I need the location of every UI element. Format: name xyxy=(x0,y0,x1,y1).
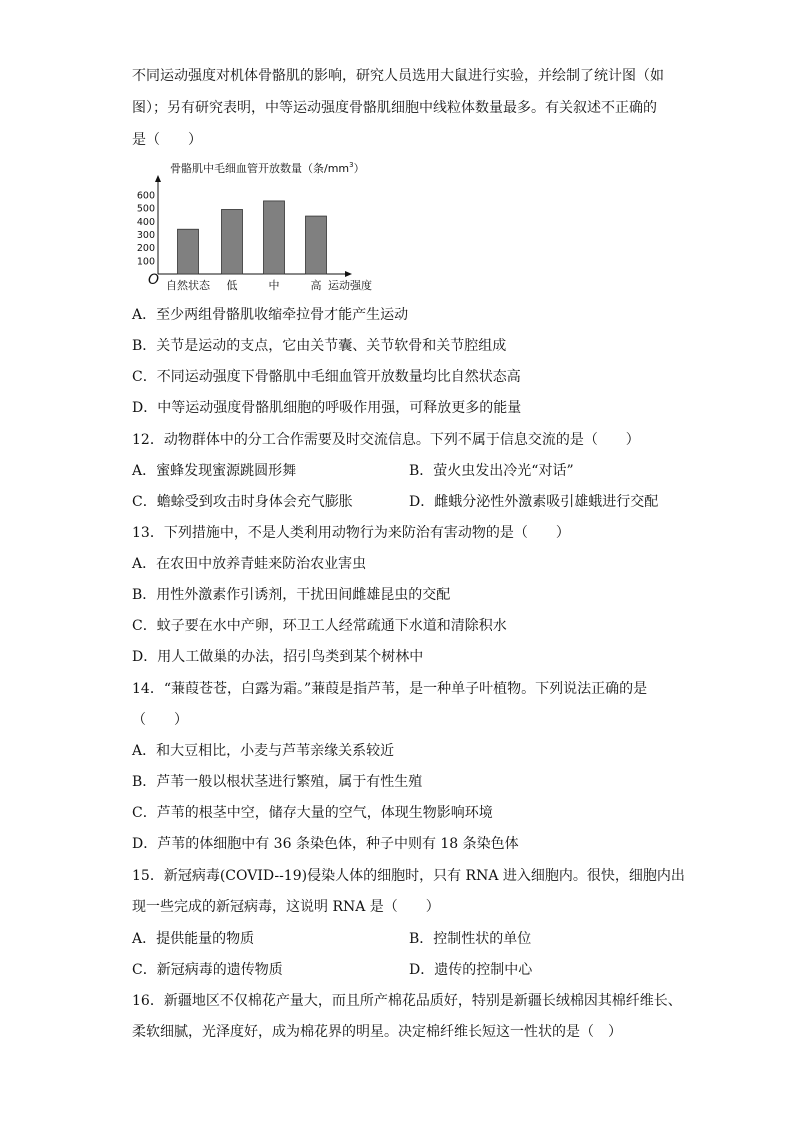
q11-option-c[interactable]: C．不同运动强度下骨骼肌中毛细血管开放数量均比自然状态高 xyxy=(132,369,521,385)
q13-option-d[interactable]: D．用人工做巢的办法，招引鸟类到某个树林中 xyxy=(132,649,424,665)
q14-option-c[interactable]: C．芦苇的根茎中空，储存大量的空气，体现生物影响环境 xyxy=(132,805,493,821)
q16-stem-line-2: 柔软细腻，光泽度好，成为棉花界的明星。决定棉纤维长短这一性状的是（ ） xyxy=(132,1024,622,1040)
y-tick-label: 600 xyxy=(136,190,155,202)
q11-option-d[interactable]: D．中等运动强度骨骼肌细胞的呼吸作用强，可释放更多的能量 xyxy=(132,400,522,416)
y-tick-label: 100 xyxy=(136,256,155,268)
y-tick-label: 400 xyxy=(136,216,155,228)
x-category-label: 低 xyxy=(226,279,238,292)
x-category-label: 自然状态 xyxy=(166,279,210,292)
q15-stem-line-2: 现一些完成的新冠病毒，这说明 RNA 是（ ） xyxy=(132,899,440,915)
q12-option-a[interactable]: A．蜜蜂发现蜜源跳圆形舞 xyxy=(132,463,297,479)
q13-stem: 13．下列措施中，不是人类利用动物行为来防治有害动物的是（ ） xyxy=(132,525,570,541)
q13-option-c[interactable]: C．蚊子要在水中产卵，环卫工人经常疏通下水道和清除积水 xyxy=(132,618,507,634)
origin-label: O xyxy=(148,272,160,288)
y-tick-label: 300 xyxy=(136,230,155,241)
q15-option-d[interactable]: D．遗传的控制中心 xyxy=(409,962,533,978)
intro-line-1: 不同运动强度对机体骨骼肌的影响，研究人员选用大鼠进行实验，并绘制了统计图（如 xyxy=(132,68,664,84)
q15-option-c[interactable]: C．新冠病毒的遗传物质 xyxy=(132,962,283,978)
x-category-labels xyxy=(166,278,322,292)
q12-option-c[interactable]: C．蟾蜍受到攻击时身体会充气膨胀 xyxy=(132,494,353,510)
chart-title-superscript: 3 xyxy=(349,161,354,169)
q12-option-b[interactable]: B．萤火虫发出冷光“对话” xyxy=(409,463,574,479)
intro-line-2: 图）；另有研究表明，中等运动强度骨骼肌细胞中线粒体数量最多。有关叙述不正确的 xyxy=(132,100,657,116)
q13-option-b[interactable]: B．用性外激素作引诱剂，干扰田间雌雄昆虫的交配 xyxy=(132,587,451,603)
x-category-label: 高 xyxy=(310,279,322,292)
x-axis-arrow xyxy=(345,271,352,277)
q12-option-d[interactable]: D．雌蛾分泌性外激素吸引雄蛾进行交配 xyxy=(409,494,659,510)
bar-chart xyxy=(130,158,390,296)
chart-title-close: ） xyxy=(353,162,365,175)
bars xyxy=(178,201,327,274)
q15-option-b[interactable]: B．控制性状的单位 xyxy=(409,931,532,947)
y-tick-label: 200 xyxy=(136,243,155,255)
q14-option-d[interactable]: D．芦苇的体细胞中有 36 条染色体，种子中则有 18 条染色体 xyxy=(132,836,519,852)
bar-2 xyxy=(264,201,285,274)
bar-0 xyxy=(178,229,199,274)
x-category-label: 中 xyxy=(268,279,280,292)
q12-stem: 12．动物群体中的分工合作需要及时交流信息。下列不属于信息交流的是（ ） xyxy=(132,432,640,448)
y-tick-label: 500 xyxy=(136,203,155,215)
q14-stem-line-1: 14．“蒹葭苍苍，白露为霜。”蒹葭是指芦苇，是一种单子叶植物。下列说法正确的是 xyxy=(132,681,648,697)
q14-option-b[interactable]: B．芦苇一般以根状茎进行繁殖，属于有性生殖 xyxy=(132,774,423,790)
chart-title: 骨骼肌中毛细血管开放数量（条$/mm^3$） xyxy=(170,161,365,175)
y-axis-arrow xyxy=(155,175,161,182)
bar-3 xyxy=(306,216,327,274)
q15-option-a[interactable]: A．提供能量的物质 xyxy=(132,931,255,947)
q11-option-a[interactable]: A．至少两组骨骼肌收缩牵拉骨才能产生运动 xyxy=(132,307,409,323)
q14-option-a[interactable]: A．和大豆相比，小麦与芦苇亲缘关系较近 xyxy=(132,743,395,759)
x-axis-label: 运动强度 xyxy=(328,279,372,292)
bar-1 xyxy=(222,209,243,274)
q16-stem-line-1: 16．新疆地区不仅棉花产量大，而且所产棉花品质好，特别是新疆长绒棉因其棉纤维长、 xyxy=(132,993,682,1009)
q14-stem-line-2: （ ） xyxy=(132,712,188,728)
q11-option-b[interactable]: B．关节是运动的支点，它由关节囊、关节软骨和关节腔组成 xyxy=(132,338,507,354)
intro-line-3: 是（ ） xyxy=(132,132,202,148)
q13-option-a[interactable]: A．在农田中放养青蛙来防治农业害虫 xyxy=(132,556,367,572)
y-tick-labels xyxy=(137,191,155,268)
q15-stem-line-1: 15．新冠病毒(COVID--19)侵染人体的细胞时，只有 RNA 进入细胞内。很快，细胞内出 xyxy=(132,868,685,884)
